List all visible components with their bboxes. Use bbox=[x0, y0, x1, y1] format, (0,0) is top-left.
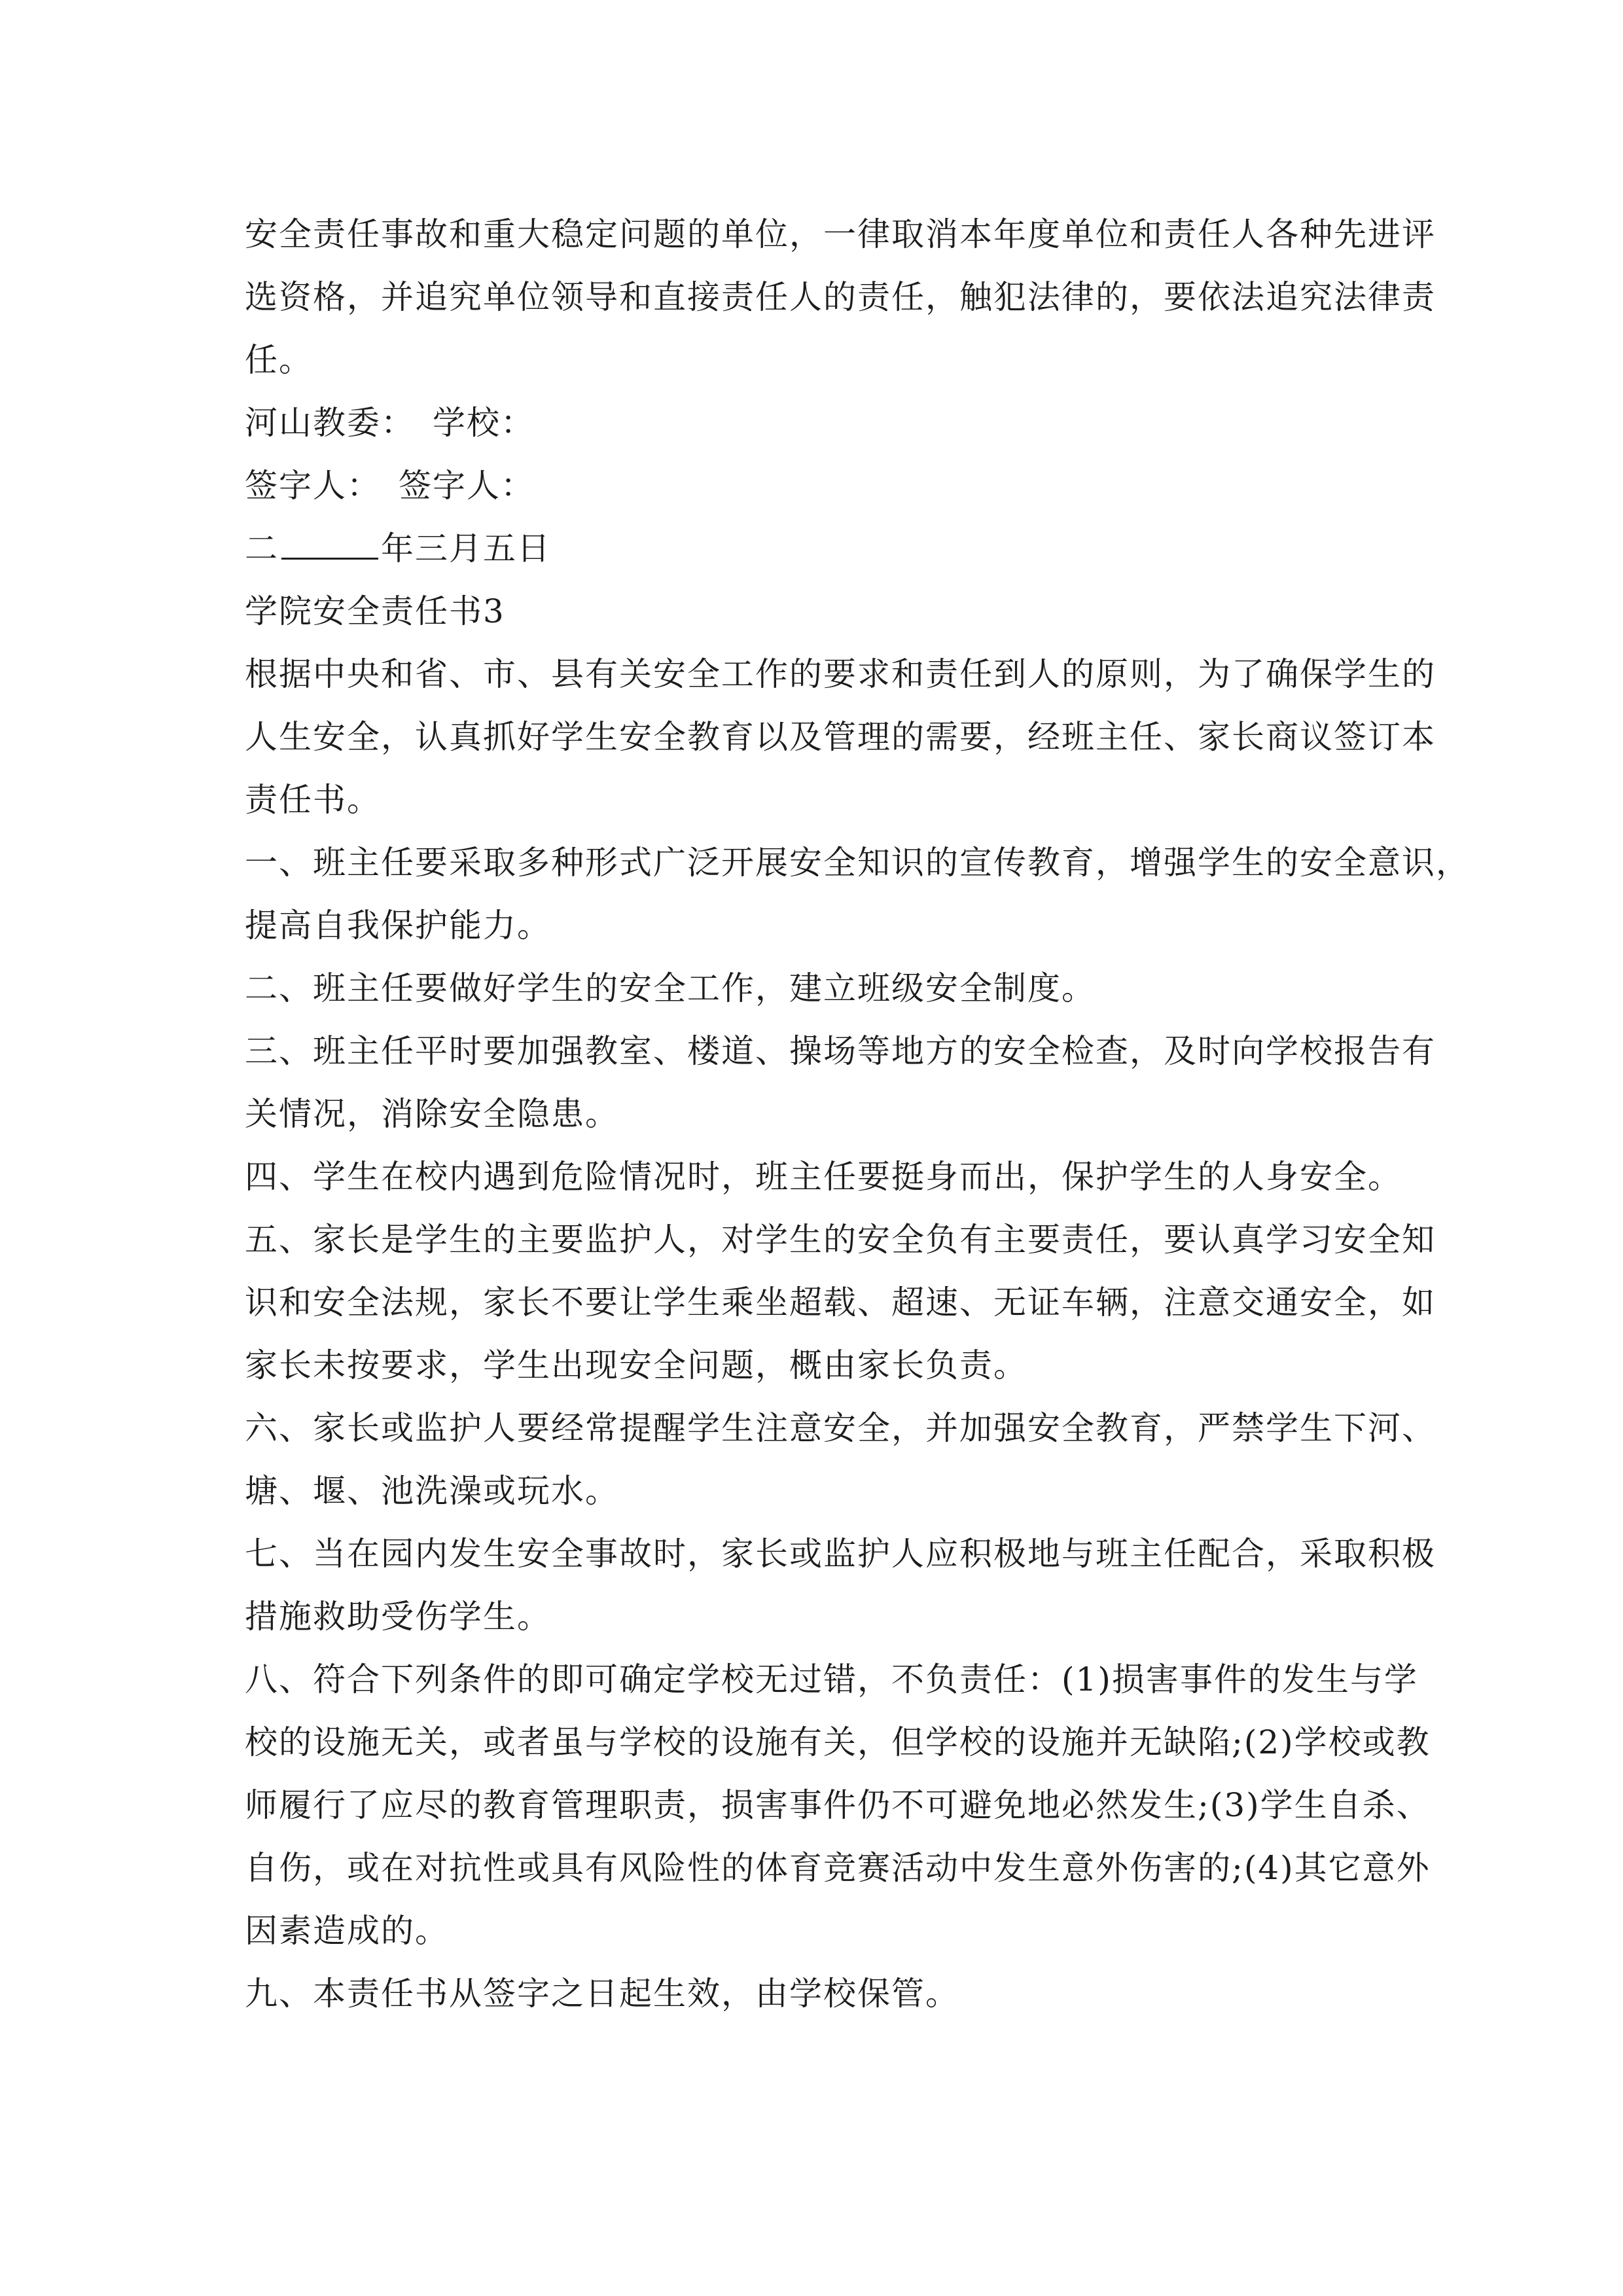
clause-line: 四、学生在校内遇到危险情况时，班主任要挺身而出，保护学生的人身安全。 bbox=[245, 1158, 1402, 1196]
clause-line: 一、班主任要采取多种形式广泛开展安全知识的宣传教育，增强学生的安全意识， bbox=[245, 844, 1470, 882]
clause-line: 二、班主任要做好学生的安全工作，建立班级安全制度。 bbox=[245, 969, 1096, 1007]
text-line: 选资格，并追究单位领导和直接责任人的责任，触犯法律的，要依法追究法律责 bbox=[245, 278, 1436, 316]
clause-line: 塘、堰、池洗澡或玩水。 bbox=[245, 1472, 619, 1510]
date-prefix: 二 bbox=[245, 529, 279, 567]
text-line: 任。 bbox=[245, 341, 313, 379]
clause-line: 因素造成的。 bbox=[245, 1912, 449, 1950]
clause-line: 三、班主任平时要加强教室、楼道、操场等地方的安全检查，及时向学校报告有 bbox=[245, 1032, 1436, 1070]
clause-line: 家长未按要求，学生出现安全问题，概由家长负责。 bbox=[245, 1346, 1027, 1384]
clause-line: 关情况，消除安全隐患。 bbox=[245, 1095, 619, 1133]
text-line: 安全责任事故和重大稳定问题的单位，一律取消本年度单位和责任人各种先进评 bbox=[245, 215, 1436, 253]
section-title: 学院安全责任书3 bbox=[245, 592, 505, 630]
text-line: 根据中央和省、市、县有关安全工作的要求和责任到人的原则，为了确保学生的 bbox=[245, 655, 1436, 693]
date-line bbox=[245, 517, 1382, 580]
clause-line: 识和安全法规，家长不要让学生乘坐超载、超速、无证车辆，注意交通安全，如 bbox=[245, 1283, 1436, 1321]
clause-line: 师履行了应尽的教育管理职责，损害事件仍不可避免地必然发生;(3)学生自杀、 bbox=[245, 1786, 1431, 1824]
clause-line: 校的设施无关，或者虽与学校的设施有关，但学校的设施并无缺陷;(2)学校或教 bbox=[245, 1723, 1431, 1761]
clause-line: 自伤，或在对抗性或具有风险性的体育竞赛活动中发生意外伤害的;(4)其它意外 bbox=[245, 1849, 1431, 1887]
clause-line: 九、本责任书从签字之日起生效，由学校保管。 bbox=[245, 1975, 959, 2013]
date-suffix: 年三月五日 bbox=[381, 529, 551, 567]
text-line: 人生安全，认真抓好学生安全教育以及管理的需要，经班主任、家长商议签订本 bbox=[245, 718, 1436, 756]
clause-line: 六、家长或监护人要经常提醒学生注意安全，并加强安全教育，严禁学生下河、 bbox=[245, 1409, 1436, 1447]
clause-line: 七、当在园内发生安全事故时，家长或监护人应积极地与班主任配合，采取积极 bbox=[245, 1535, 1436, 1573]
clause-line: 五、家长是学生的主要监护人，对学生的安全负有主要责任，要认真学习安全知 bbox=[245, 1221, 1436, 1259]
text-line: 责任书。 bbox=[245, 781, 381, 819]
date-blank-underline bbox=[281, 520, 378, 560]
clause-line: 措施救助受伤学生。 bbox=[245, 1598, 551, 1636]
clause-line: 八、符合下列条件的即可确定学校无过错，不负责任：(1)损害事件的发生与学 bbox=[245, 1660, 1418, 1698]
signatory-line: 签字人： 签字人： bbox=[245, 467, 535, 505]
clause-line: 提高自我保护能力。 bbox=[245, 906, 551, 944]
document-body bbox=[245, 203, 1470, 2025]
signature-party-line: 河山教委： 学校： bbox=[245, 404, 535, 442]
